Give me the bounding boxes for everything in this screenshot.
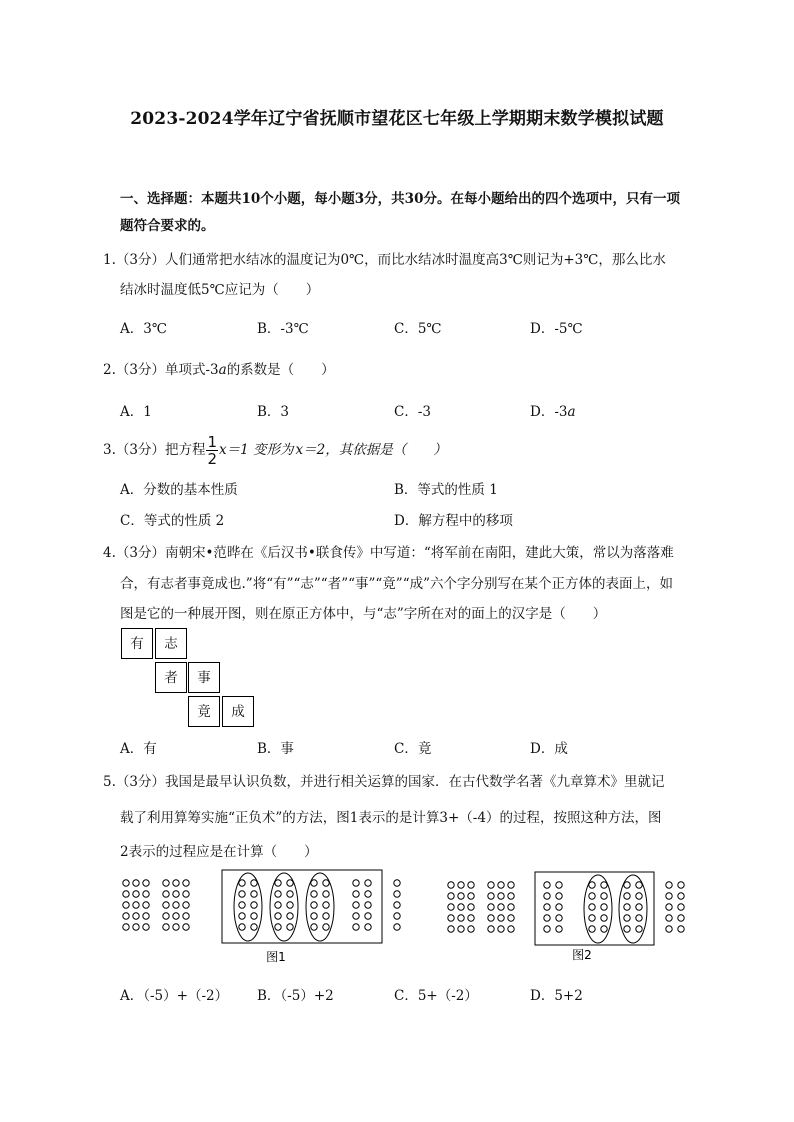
rod-dot [544,893,550,899]
q3-stem-mid2: x＝2，其依据是（ ） [295,442,447,458]
rod-dot [394,913,400,919]
rod-dot [143,924,149,930]
fig1-ellipse [270,873,298,941]
rod-dot [666,893,672,899]
rod-dot [508,904,514,910]
q3-option-b[interactable]: B．等式的性质 1 [394,482,498,498]
rod-dot [636,882,642,888]
rod-dot [468,893,474,899]
rod-dot [143,891,149,897]
rod-dot [311,924,317,930]
rod-dot [183,891,189,897]
rod-dot [275,902,281,908]
rod-dot [365,913,371,919]
rod-dot [287,891,293,897]
fig2-ellipse [619,875,647,943]
rod-dot [498,915,504,921]
rod-dot [601,904,607,910]
rod-dot [589,893,595,899]
rod-dot [353,880,359,886]
rod-dot [239,913,245,919]
rod-dot [183,924,189,930]
rod-dot [311,913,317,919]
q1-option-d[interactable]: D．-5℃ [530,321,583,337]
rod-dot [468,882,474,888]
rod-dot [636,926,642,932]
rod-dot [556,882,562,888]
section-heading-line2: 题符合要求的。 [120,218,215,234]
net-face-zhe: 者 [155,662,187,693]
net-face-cheng: 成 [222,696,254,727]
net-face-you: 有 [121,628,153,659]
rod-dot [458,915,464,921]
rod-dot [365,891,371,897]
rod-dot [636,915,642,921]
rod-dot [251,891,257,897]
q1-stem-line2: 结冰时温度低5℃应记为（ ） [120,282,320,298]
rod-dot [311,880,317,886]
rod-dot [624,915,630,921]
rod-dot [624,882,630,888]
q4-option-d[interactable]: D．成 [530,741,568,757]
rod-dot [163,880,169,886]
rod-dot [508,915,514,921]
q4-stem-line3: 图是它的一种展开图，则在原正方体中，与“志”字所在对的面上的汉字是（ ） [120,606,607,622]
rod-dot [666,926,672,932]
rod-dot [508,893,514,899]
rod-dot [458,882,464,888]
rod-dot [448,893,454,899]
fig1-label: 图1 [266,950,286,964]
rod-dot [448,882,454,888]
rod-dot [323,913,329,919]
rod-dot [133,902,139,908]
rod-dot [323,891,329,897]
rod-dot [275,891,281,897]
rod-dot [601,893,607,899]
rod-dot [458,893,464,899]
rod-dot [468,915,474,921]
rod-dot [636,893,642,899]
rod-dot [173,880,179,886]
net-face-jing: 竟 [188,696,220,727]
rod-dot [143,880,149,886]
rod-dot [173,924,179,930]
rod-dot [448,915,454,921]
rod-dot [498,904,504,910]
rod-dot [133,924,139,930]
rod-dot [448,904,454,910]
rod-dot [239,924,245,930]
rod-dot [488,882,494,888]
rod-dot [353,891,359,897]
q1-stem-line1: 1.（3分）人们通常把水结冰的温度记为0℃，而比水结冰时温度高3℃则记为+3℃，那么比水 [103,252,666,268]
rod-dot [143,913,149,919]
q5-option-d[interactable]: D．5+2 [530,988,583,1004]
rod-dot [123,924,129,930]
rod-dot [123,913,129,919]
rod-dot [556,926,562,932]
rod-dot [498,882,504,888]
rod-dot [624,904,630,910]
rod-dot [239,880,245,886]
rod-dot [251,880,257,886]
rod-dot [251,924,257,930]
rod-dot [624,926,630,932]
rod-dot [468,926,474,932]
rod-dot [183,902,189,908]
q4-option-b[interactable]: B．事 [257,741,294,757]
q3-option-a[interactable]: A．分数的基本性质 [120,482,238,498]
rod-dot [287,913,293,919]
rod-dot [173,913,179,919]
q5-option-a[interactable]: A．（-5）+（-2） [120,988,229,1004]
rod-dot [498,893,504,899]
rod-dot [678,915,684,921]
rod-dot [508,882,514,888]
rod-dot [133,880,139,886]
rod-dot [624,893,630,899]
rod-dot [678,904,684,910]
rod-dot [601,926,607,932]
rod-dot [353,924,359,930]
rod-dot [353,902,359,908]
rod-dot [353,913,359,919]
rod-dot [287,902,293,908]
net-face-zhi: 志 [155,628,187,659]
rod-dot [589,915,595,921]
rod-dot [163,902,169,908]
net-face-shi: 事 [188,662,220,693]
rod-dot [123,891,129,897]
rod-dot [394,891,400,897]
q2-option-a[interactable]: A．1 [120,404,152,420]
rod-dot [544,926,550,932]
rod-dot [394,880,400,886]
rod-dot [239,891,245,897]
rod-dot [173,891,179,897]
rod-dot [251,913,257,919]
q3-option-c[interactable]: C．等式的性质 2 [120,513,225,529]
rod-dot [666,882,672,888]
rod-dot [488,926,494,932]
rod-dot [163,924,169,930]
counting-rod-figures [0,860,794,970]
q3-option-d[interactable]: D．解方程中的移项 [394,513,513,529]
rod-dot [458,904,464,910]
rod-dot [458,926,464,932]
rod-dot [251,902,257,908]
rod-dot [556,904,562,910]
rod-dot [589,926,595,932]
q2-stem: 2.（3分）单项式-3a的系数是（ ） [103,362,335,378]
q2-option-d[interactable]: D．-3a [530,404,576,420]
rod-dot [448,926,454,932]
rod-dot [468,904,474,910]
rod-dot [365,902,371,908]
rod-dot [239,902,245,908]
q4-option-c[interactable]: C．竟 [394,741,432,757]
rod-dot [498,926,504,932]
rod-dot [183,880,189,886]
rod-dot [163,913,169,919]
q5-stem-line1: 5.（3分）我国是最早认识负数，并进行相关运算的国家．在古代数学名著《九章算术》里就记 [103,774,665,790]
q4-stem-line1: 4.（3分）南朝宋•范晔在《后汉书•联食传》中写道：“将军前在南阳，建此大策，常以为落落难 [103,545,674,561]
rod-dot [311,891,317,897]
rod-dot [394,924,400,930]
rod-dot [123,880,129,886]
rod-dot [544,904,550,910]
rod-dot [488,915,494,921]
rod-dot [323,902,329,908]
rod-dot [365,924,371,930]
rod-dot [589,904,595,910]
rod-dot [143,902,149,908]
fig1-ellipse [306,873,334,941]
rod-dot [666,904,672,910]
rod-dot [183,913,189,919]
rod-dot [163,891,169,897]
rod-dot [678,882,684,888]
rod-dot [488,893,494,899]
rod-dot [678,893,684,899]
rod-dot [173,902,179,908]
q1-option-c[interactable]: C．5℃ [394,321,442,337]
page-title: 2023-2024学年辽宁省抚顺市望花区七年级上学期期末数学模拟试题 [130,109,664,129]
rod-dot [323,880,329,886]
rod-dot [311,902,317,908]
fig2-label: 图2 [572,948,592,962]
rod-dot [394,902,400,908]
rod-dot [275,924,281,930]
rod-dot [275,913,281,919]
q3-fraction: $\frac{1}{2}$ [207,433,218,468]
q4-stem-line2: 合，有志者事竟成也.”将“有”“志”“者”“事”“竟”“成”六个字分别写在某个正方体的表面上，如 [120,576,674,592]
q5-stem-line3: 2表示的过程应是在计算（ ） [120,844,318,860]
q2-option-c[interactable]: C．-3 [394,404,431,420]
rod-dot [544,882,550,888]
q5-option-c[interactable]: C．5+（-2） [394,988,478,1004]
rod-dot [636,904,642,910]
q2-option-b[interactable]: B．3 [257,404,290,420]
rod-dot [666,915,672,921]
rod-dot [508,926,514,932]
q5-stem-line2: 载了利用算筹实施“正负术”的方法，图1表示的是计算3+（-4）的过程，按照这种方法，图 [120,810,662,826]
q1-option-b[interactable]: B．-3℃ [257,321,309,337]
rod-dot [601,915,607,921]
section-heading-line1: 一、选择题：本题共10个小题，每小题3分，共30分。在每小题给出的四个选项中，只有一项 [120,191,680,207]
rod-dot [589,882,595,888]
rod-dot [287,924,293,930]
rod-dot [133,913,139,919]
rod-dot [123,902,129,908]
q3-stem: 3.（3分）把方程 $\frac{1}{2}$ x＝1 变形为 x＝2，其依据是（ ） [103,433,447,468]
q1-option-a[interactable]: A．3℃ [120,321,167,337]
q5-option-b[interactable]: B．（-5）+2 [257,988,334,1004]
fig2-ellipse [584,875,612,943]
fig1-ellipse [234,873,262,941]
rod-dot [601,882,607,888]
rod-dot [544,915,550,921]
rod-dot [275,880,281,886]
q4-option-a[interactable]: A．有 [120,741,157,757]
rod-dot [556,893,562,899]
rod-dot [488,904,494,910]
rod-dot [323,924,329,930]
rod-dot [556,915,562,921]
rod-dot [678,926,684,932]
rod-dot [365,880,371,886]
rod-dot [287,880,293,886]
rod-dot [133,891,139,897]
